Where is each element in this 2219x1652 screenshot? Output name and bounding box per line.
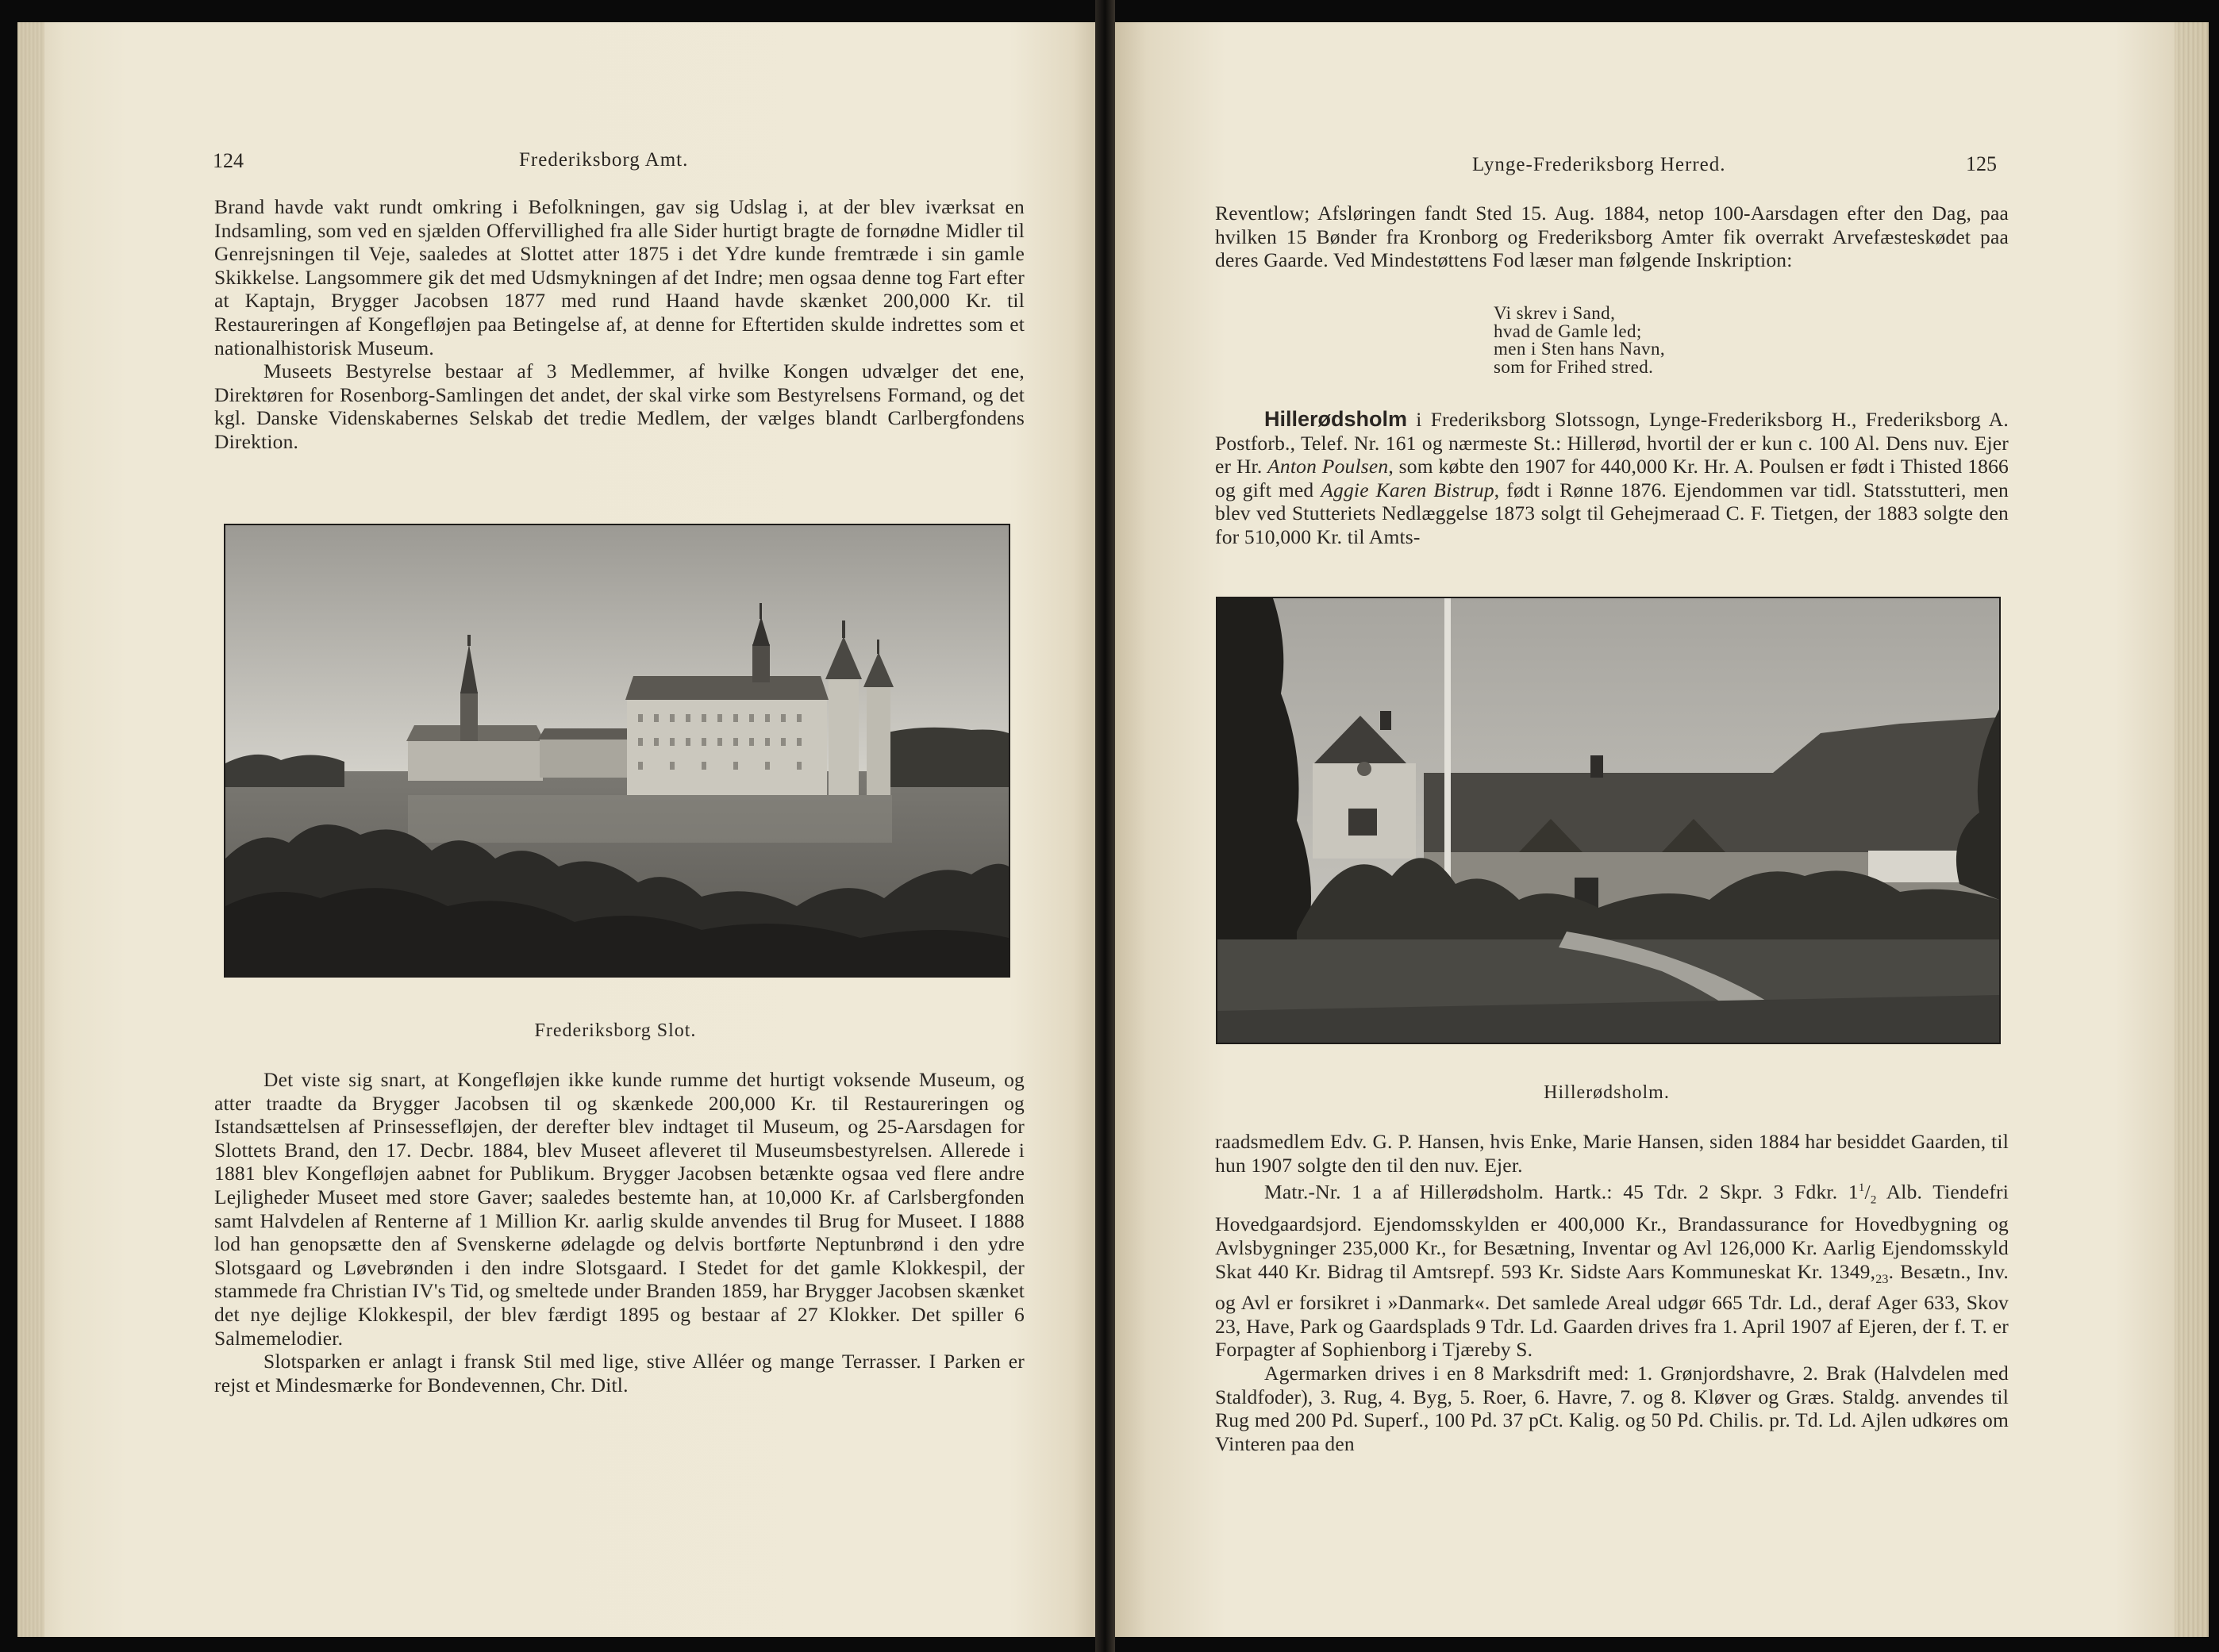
frederiksborg-castle-image xyxy=(225,525,1009,976)
paragraph: Agermarken drives i en 8 Marksdrift med: 1. Grønjordshavre, 2. Brak (Halvdelen med Staldfoder), 3. Rug, 4. Byg, 5. Roer, 6. Havre, 7. og 8. Kløver og Græs. Staldg. anvendes til Rug med 200 Pd. Superf., 100 Pd. 37 pCt. Kalig. og 50 Pd. Chilis. pr. Td. Ld. Ajlen udkøres om Vinteren paa den xyxy=(1215,1362,2009,1455)
page-edge xyxy=(17,22,44,1637)
hillerodsholm-image xyxy=(1217,598,1999,1043)
running-head: Frederiksborg Amt. xyxy=(519,149,689,171)
entry-title: Hillerødsholm xyxy=(1264,407,1408,431)
text-block-bottom xyxy=(1215,1130,2009,1455)
left-page xyxy=(17,22,1095,1637)
tax-decimals: 23 xyxy=(1875,1272,1889,1286)
owner-name: Anton Poulsen xyxy=(1267,455,1389,478)
poem-line: men i Sten hans Navn, xyxy=(1494,339,1666,359)
matr-text: . Besætn., Inv. og Avl er forsikret i »Danmark«. Det samlede Areal udgør 665 Tdr. Ld., deraf Ager 633, Skov 23, Have, Park og Gaardsplads 9 Tdr. Ld. Gaarden drives fra 1. April 1907 af Ejeren, der f. T. er Forpagter af Sophienborg i Tjæreby S. xyxy=(1215,1259,2009,1362)
inscription-poem xyxy=(1494,305,1665,376)
poem-line: Vi skrev i Sand, xyxy=(1494,303,1616,323)
fraction-denominator: 2 xyxy=(1870,1193,1877,1207)
poem-line: hvad de Gamle led; xyxy=(1494,321,1642,341)
paragraph: Reventlow; Afsløringen fandt Sted 15. Aug. 1884, netop 100-Aarsdagen efter den Dag, paa hvilken 15 Bønder fra Kronborg og Frederiksborg Amter fik overrakt Arvefæsteskødet paa deres Gaarde. Ved Mindestøttens Fod læser man følgende Inskription: xyxy=(1215,202,2009,272)
right-page xyxy=(1115,22,2209,1637)
fraction-numerator: 1 xyxy=(1858,1181,1865,1195)
paragraph: raadsmedlem Edv. G. P. Hansen, hvis Enke, Marie Hansen, siden 1884 har besiddet Gaarden, til hun 1907 solgte den til den nuv. Ejer. xyxy=(1215,1130,2009,1177)
castle-photo xyxy=(224,524,1010,978)
wife-name: Aggie Karen Bistrup xyxy=(1321,478,1494,501)
paragraph: Brand havde vakt rundt omkring i Befolkningen, gav sig Udslag i, at der blev iværksat en Indsamling, som ved en sjælden Offervillighed fra alle Sider hurtigt bragte de fornødne Midler til Genrejsningen til Veje, saaledes at Slottet atter 1875 i det Ydre kunde fremtræde i sin gamle Skikkelse. Langsommere gik det med Udsmykningen af det Indre; men ogsaa denne tog Fart efter at Kaptajn, Brygger Jacobsen 1877 med rund Haand havde skænket 200,000 Kr. til Restaureringen af Kongefløjen paa Betingelse af, at denne for Eftertiden skulde indrettes som et nationalhistorisk Museum. xyxy=(214,195,1025,359)
matr-text: Alb. Tiendefri Hovedgaardsjord. Ejendomsskylden er 400,000 Kr., Brandassurance for Hovedbygning og Avlsbygninger 235,000 Kr., for Besætning, Inventar og Avl 126,000 Kr. Aarlig Ejendomsskyld Skat 440 Kr. Bidrag til Amtsrepf. 593 Kr. Sidste Aars Kommuneskat Kr. 1349, xyxy=(1215,1180,2009,1283)
poem-line: som for Frihed stred. xyxy=(1494,356,1654,377)
page-number: 124 xyxy=(213,149,244,172)
book-gutter xyxy=(1095,0,1115,1652)
paragraph: Det viste sig snart, at Kongefløjen ikke kunde rumme det hurtigt voksende Museum, og atter traadte da Brygger Jacobsen til og skænkede 200,000 Kr. til Restaureringen og Istandsættelsen af Prinsessefløjen, der derefter blev indtaget til Museum, og 25-Aarsdagen for Slottets Brand, den 17. Decbr. 1884, blev Museet afleveret til Museumsbestyrelsen. Allerede i 1881 blev Kongefløjen aabnet for Publikum. Brygger Jacobsen betænkte ogsaa ved flere andre Lejligheder Museet med store Gaver; saaledes bestemte han, at 10,000 Kr. af Carlsbergfonden samt Halvdelen af Renterne af 1 Million Kr. aarlig skulde anvendes til Brug for Museet. I 1888 lod han genopsætte den af Svenskerne ødelagde og delvis bortførte Neptunbrønd i den ydre Slotsgaard og Løvebrønden i den indre Slotsgaard. I Stedet for det gamle Klokkespil, der stammede fra Christian IV's Tid, og smeltede under Branden 1859, har Brygger Jacobsen skænket det nye dejlige Klokkespil, der blev færdigt 1895 og bestaar af 27 Klokker. Det spiller 6 Salmemelodier. xyxy=(214,1068,1025,1350)
paragraph: Museets Bestyrelse bestaar af 3 Medlemmer, af hvilke Kongen udvælger det ene, Direktøren for Rosenborg-Samlingen det andet, der skal virke som Bestyrelsens Formand, og det kgl. Danske Videnskabernes Selskab det tredie Medlem, der vælges blandt Carlbergfondens Direktion. xyxy=(214,359,1025,453)
entry-hillerodsholm xyxy=(1215,408,2009,549)
matr-text: Matr.-Nr. 1 a af Hillerødsholm. Hartk.: 45 Tdr. 2 Skpr. 3 Fdkr. 1 xyxy=(1264,1180,1859,1204)
entry-text: , født i Rønne 1876. Ejendommen var tidl. Statsstutteri, men blev ved Stutteriets Nedlæggelse 1873 solgt til Gehejmeraad C. F. Tietgen, der 1883 solgte den for 510,000 Kr. til Amts- xyxy=(1215,478,2009,548)
photo-caption: Hillerødsholm. xyxy=(1544,1082,1670,1103)
page-number: 125 xyxy=(1966,152,1997,175)
entry-text: , som købte den 1907 for 440,000 Kr. Hr. A. Poulsen er født i Thisted 1866 og gift med xyxy=(1215,455,2009,501)
running-head: Lynge-Frederiksborg Herred. xyxy=(1472,154,1726,175)
entry-text: i Frederiksborg Slotssogn, Lynge-Frederiksborg H., Frederiksborg A. Postforb., Telef. Nr. 161 og nærmeste St.: Hillerød, hvortil der er kun c. 100 Al. Dens nuv. Ejer er Hr. xyxy=(1215,408,2009,478)
paragraph: Slotsparken er anlagt i fransk Stil med lige, stive Alléer og mange Terrasser. I Parken er rejst et Mindesmærke for Bondevennen, Chr. Ditl. xyxy=(214,1350,1025,1397)
page-edge xyxy=(2175,22,2209,1637)
photo-caption: Frederiksborg Slot. xyxy=(534,1020,697,1041)
manor-photo xyxy=(1216,597,2001,1044)
text-block-top xyxy=(214,195,1025,454)
text-block-bottom xyxy=(214,1068,1025,1397)
paragraph: Matr.-Nr. 1 a af Hillerødsholm. Hartk.: 45 Tdr. 2 Skpr. 3 Fdkr. $1^1/_2$ Alb. Tiendefri Hovedgaardsjord. Ejendomsskylden er 400,000 Kr., Brandassurance for Hovedbygning og Avlsbygninger 235,000 Kr., for Besætning, Inventar og Avl 126,000 Kr. Aarlig Ejendomsskyld Skat 440 Kr. Bidrag til Amtsrepf. 593 Kr. Sidste Aars Kommuneskat Kr. $1349,_{23}$. Besætn., Inv. og Avl er forsikret i »Danmark«. Det samlede Areal udgør 665 Tdr. Ld., deraf Ager 633, Skov 23, Have, Park og Gaardsplads 9 Tdr. Ld. Gaarden drives fra 1. April 1907 af Ejeren, der f. T. er Forpagter af Sophienborg i Tjæreby S. xyxy=(1215,1180,2009,1362)
text-block-top xyxy=(1215,202,2009,272)
